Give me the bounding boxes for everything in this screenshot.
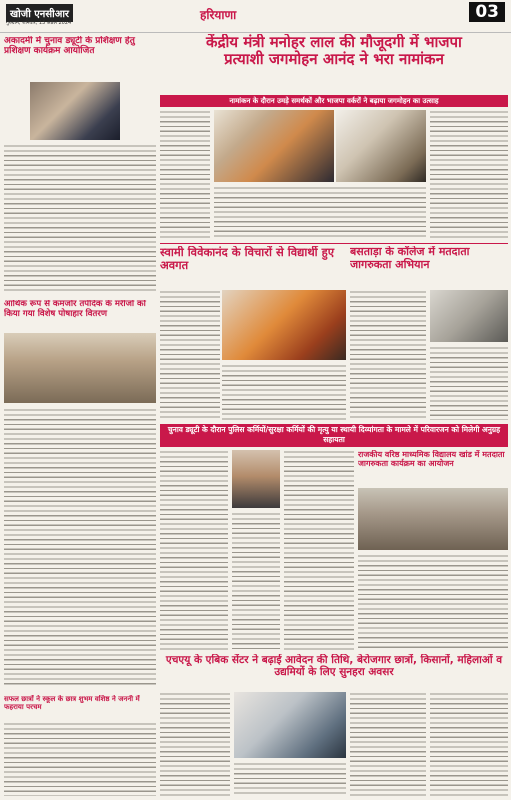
lead-body-col-4 xyxy=(430,110,508,240)
dateline: गुरुग्राम, शनिवार, 13 अप्रैल 2024 xyxy=(6,20,72,26)
hau-body-2 xyxy=(234,762,346,796)
vivekanand-body-2 xyxy=(222,364,346,420)
left-top-story xyxy=(4,36,154,80)
vivekanand-photo xyxy=(222,290,346,360)
incubation-centre-photo xyxy=(234,692,346,758)
left-bottom-body xyxy=(4,722,156,796)
left-top-body xyxy=(4,144,156,294)
police-body-1 xyxy=(160,450,228,650)
school-story xyxy=(358,450,508,486)
left-top-title: अकादमी में चुनाव ड्यूटी के प्रशिक्षण हेतु प्रशिक्षण कार्यक्रम आयोजित xyxy=(4,36,135,57)
college-body-1 xyxy=(350,290,426,420)
hau-body-4 xyxy=(430,692,508,796)
police-body-3 xyxy=(232,512,280,650)
college-title: बसताड़ा के कॉलेज में मतदाता जागरुकता अभियान xyxy=(350,246,470,271)
nomination-photo-1 xyxy=(214,110,334,182)
left-mid-title: आर्थिक रूप से कमजोर तपेदिक के मरीजों को किया गया विशेष पोषाहार वितरण xyxy=(4,300,146,319)
left-mid-story xyxy=(4,300,156,330)
left-mid-body xyxy=(4,408,156,688)
left-bottom-title: सफल छात्रों ने स्कूल के छात्र शुभम वशिष्ठ ने जननी में फहराया परचम xyxy=(4,695,140,712)
officer-photo xyxy=(30,82,120,140)
school-photo xyxy=(358,488,508,550)
police-body-2 xyxy=(284,450,354,650)
school-body xyxy=(358,554,508,650)
page-number: 03 xyxy=(469,2,505,22)
vivekanand-body-1 xyxy=(160,290,220,420)
brand-logo: खोजी एनसीआर xyxy=(6,4,73,22)
lead-headline-1: केंद्रीय मंत्री मनोहर लाल की मौजूदगी में भाजपा xyxy=(206,34,462,51)
divider xyxy=(160,243,508,244)
vivekanand-title: स्वामी विवेकानंद के विचारों से विद्यार्थी हुए अवगत xyxy=(160,246,335,273)
hau-story xyxy=(160,654,508,688)
left-bottom-story xyxy=(4,695,156,719)
tb-distribution-photo xyxy=(4,333,156,403)
section-name: हरियाणा xyxy=(200,8,237,22)
official-portrait xyxy=(232,450,280,508)
masthead xyxy=(0,0,511,33)
college-story xyxy=(350,246,508,286)
lead-headline xyxy=(160,34,508,94)
police-banner: चुनाव ड्यूटी के दौरान पुलिस कर्मियों/सुरक्षा कर्मियों की मृत्यु या स्थायी दिव्यांगता के मामले में परिवारजन को मिलेगी अनुग्रह सहायता xyxy=(160,424,508,447)
hau-title: एचएयू के एबिक सेंटर ने बढ़ाई आवेदन की तिथि, बेरोजगार छात्रों, किसानों, महिलाओं व उद्यमियों के लिए सुनहरा अवसर xyxy=(165,654,503,679)
hau-body-3 xyxy=(350,692,426,796)
vivekanand-story xyxy=(160,246,346,286)
school-title: राजकीय वरिष्ठ माध्यमिक विद्यालय खांड में मतदाता जागरुकता कार्यक्रम का आयोजन xyxy=(358,450,505,469)
nomination-photo-2 xyxy=(336,110,426,182)
college-photo xyxy=(430,290,508,342)
hau-body-1 xyxy=(160,692,230,796)
lead-body-col-1 xyxy=(160,110,210,240)
lead-banner: नामांकन के दौरान उमड़े समर्थकों और भाजपा वर्करों ने बढ़ाया जगमोहन का उत्साह xyxy=(160,95,508,107)
lead-headline-2: प्रत्याशी जगमोहन आनंद ने भरा नामांकन xyxy=(224,50,444,69)
lead-body-under-photos xyxy=(214,186,426,240)
college-body-2 xyxy=(430,346,508,420)
